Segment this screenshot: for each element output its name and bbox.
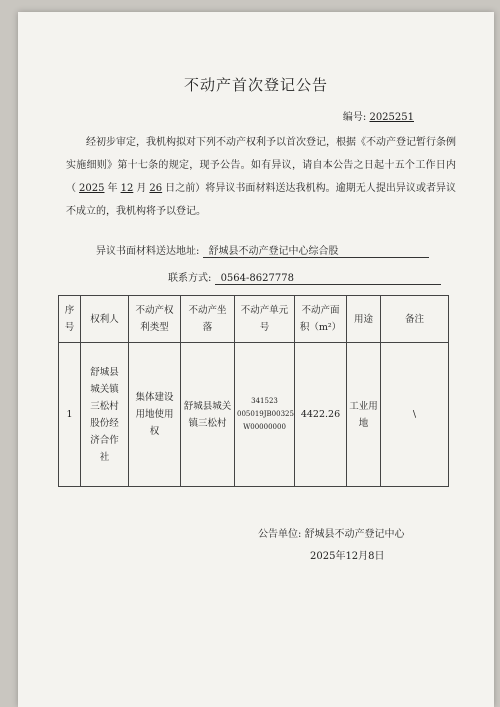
deadline-year: 2025 [79,183,105,194]
issuer-value: 舒城县不动产登记中心 [304,529,405,540]
table-row [59,343,449,487]
address-label: 异议书面材料送达地址: [96,246,200,257]
header-usage: 用途 [347,296,381,343]
body-part1: 经初步审定，我机构拟对下列不动产权利予以首次登记，根据《不动产登记暂行条例实施细则》第十七条的规定，现予公告。如有异议，请自本公告之日起十五个工作日内（ [66,137,456,194]
notice-date: 2025年12月8日 [310,551,385,562]
cell-index: 1 [59,343,81,487]
unit-no-line3: W00000000 [243,423,286,431]
notice-paper [18,12,494,707]
month-char: 月 [136,183,147,194]
header-remark: 备注 [381,296,449,343]
unit-no-line1: 341523 [251,397,278,405]
header-right-type: 不动产权利类型 [129,296,181,343]
objection-address [96,242,429,258]
deadline-day: 26 [149,183,163,194]
notice-title: 不动产首次登记公告 [183,76,328,94]
year-char: 年 [107,183,118,194]
contact-value: 0564-8627778 [215,273,441,285]
header-area: 不动产面积（m²） [295,296,347,343]
cell-unit-no [235,343,295,487]
issuer-line [258,525,405,540]
cell-usage: 工业用地 [347,343,381,487]
contact-label: 联系方式: [168,273,212,284]
cell-location: 舒城县城关镇三松村 [181,343,235,487]
cell-owner: 舒城县城关镇三松村股份经济合作社 [81,343,129,487]
unit-no-line2: 005019JB00325 [237,410,294,418]
issuer-label: 公告单位: [258,529,302,540]
header-owner: 权利人 [81,296,129,343]
deadline-month: 12 [120,183,134,194]
serial-value: 2025251 [369,112,414,123]
contact-info [168,269,441,285]
serial-label: 编号: [342,112,367,123]
body-part2: 日之前）将异议书面材料送达我机构。逾期无人提出异议或者异议不成立的，我机构将予以登记。 [66,183,457,217]
header-unit-no: 不动产单元 号 [235,296,295,343]
address-value: 舒城县不动产登记中心综合股 [203,242,429,258]
serial-number [343,108,414,123]
table-header-row [59,296,449,343]
notice-body [66,131,456,223]
cell-right-type: 集体建设用地使用权 [129,343,181,487]
registration-table [58,295,449,487]
header-index: 序号 [59,296,81,343]
cell-area: 4422.26 [295,343,347,487]
cell-remark: \ [381,343,449,487]
header-location: 不动产坐 落 [181,296,235,343]
